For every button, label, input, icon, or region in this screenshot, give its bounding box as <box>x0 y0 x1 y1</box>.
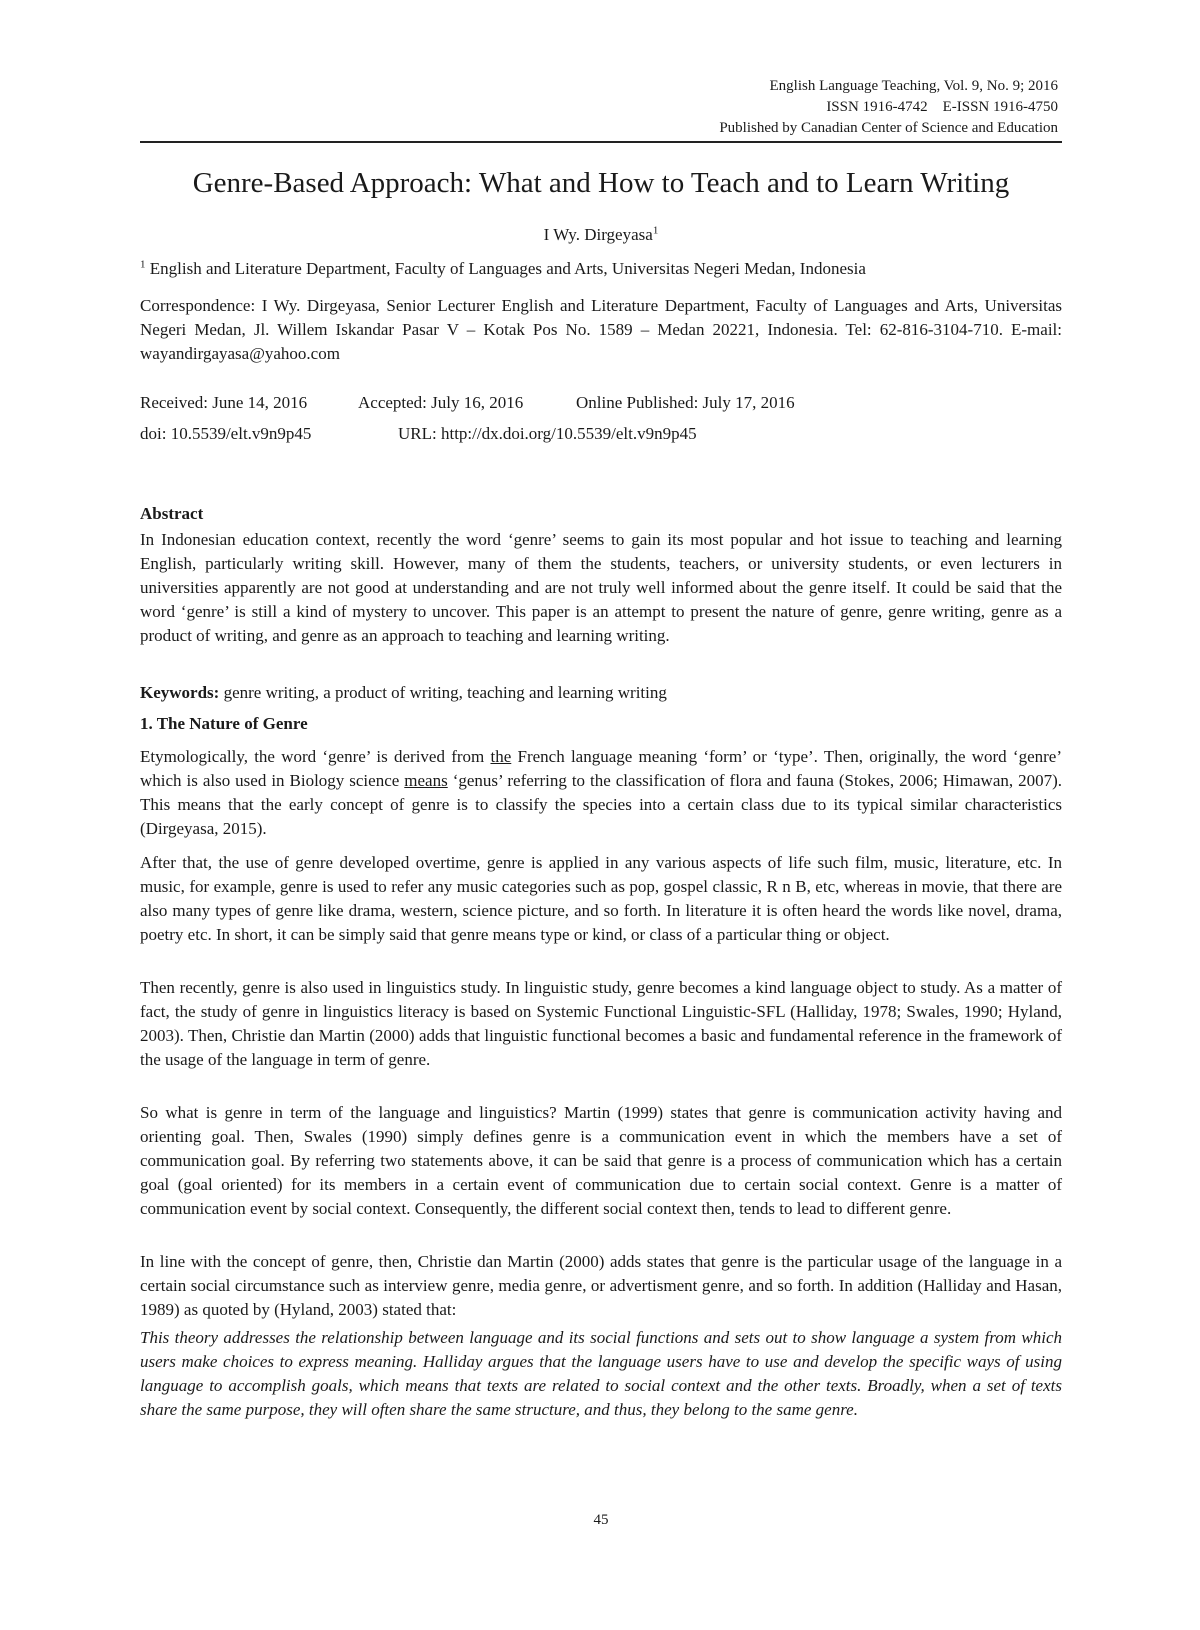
paragraph-5: In line with the concept of genre, then, Christie dan Martin (2000) adds states that genre is the particular usage of the language in a certain social circumstance such as interview genre, media genre, or advertisment genre, and so forth. In addition (Halliday and Hasan, 1989) as quoted by (Hyland, 2003) stated that: <box>140 1252 1062 1319</box>
header-rule <box>140 141 1062 143</box>
paragraph-2: After that, the use of genre developed overtime, genre is applied in any various aspects of life such film, music, literature, etc. In music, for example, genre is used to refer any music categories such as pop, gospel classic, R n B, etc, whereas in movie, that there are also many types of genre like drama, western, science picture, and so forth. In literature it is often heard the words like novel, drama, poetry etc. In short, it can be simply said that genre means type or kind, or class of a particular thing or object. <box>140 853 1062 944</box>
block-quote: This theory addresses the relationship between language and its social functions and sets out to show language a system from which users make choices to express meaning. Halliday argues that the language users have to use and develop the specific ways of using language to accomplish goals, which means that texts are related to social context and the other texts. Broadly, when a set of texts share the same purpose, they will often share the same structure, and thus, they belong to the same genre. <box>140 1328 1062 1419</box>
keywords <box>140 681 1062 705</box>
url: URL: http://dx.doi.org/10.5539/elt.v9n9p45 <box>398 424 697 443</box>
journal-header <box>358 76 1058 139</box>
journal-issn: ISSN 1916-4742 E-ISSN 1916-4750 <box>826 99 1058 115</box>
affiliation-text: English and Literature Department, Faculty of Languages and Arts, Universitas Negeri Medan, Indonesia <box>149 259 866 278</box>
accepted-date: Accepted: July 16, 2016 <box>358 393 524 412</box>
correspondence: Correspondence: I Wy. Dirgeyasa, Senior Lecturer English and Literature Department, Faculty of Languages and Arts, Universitas Negeri Medan, Jl. Willem Iskandar Pasar V – Kotak Pos No. 1589 – Medan 20221, Indonesia. Tel: 62-816-3104-710. E-mail: wayandirgayasa@yahoo.com <box>140 296 1062 363</box>
paragraph-1-part-c: ‘genus’ referring to the classification of flora and fauna (Stokes, 2006; Himawan, 2007). This means that the early concept of genre is to classify the species into a certain class due to its typical similar characteristics (Dirgeyasa, 2015). <box>140 771 1062 838</box>
paragraph-1-underline-2: means <box>404 771 448 790</box>
paragraph-3: Then recently, genre is also used in linguistics study. In linguistic study, genre becomes a kind language object to study. As a matter of fact, the study of genre in linguistics literacy is based on Systemic Functional Linguistic-SFL (Halliday, 1978; Swales, 1990; Hyland, 2003). Then, Christie dan Martin (2000) adds that linguistic functional becomes a basic and fundamental reference in the framework of the usage of the language in term of genre. <box>140 978 1062 1069</box>
author-name: I Wy. Dirgeyasa <box>543 225 653 244</box>
paragraph-1-part-b: French language meaning ‘form’ or ‘type’. Then, originally, the word ‘genre’ which is also used in Biology science <box>140 747 1062 790</box>
affiliation-mark: 1 <box>140 258 146 271</box>
section-heading: 1. The Nature of Genre <box>140 714 308 733</box>
abstract-heading: Abstract <box>140 504 204 523</box>
page-number: 45 <box>593 1512 609 1528</box>
author-affiliation-mark: 1 <box>652 224 659 237</box>
keywords-text: genre writing, a product of writing, teaching and learning writing <box>219 683 667 702</box>
author-line <box>140 224 1062 246</box>
paragraph-1 <box>140 745 1062 841</box>
journal-publisher: Published by Canadian Center of Science and Education <box>719 120 1058 136</box>
published-date: Online Published: July 17, 2016 <box>576 393 795 412</box>
paragraph-1-underline-1: the <box>490 747 512 766</box>
abstract-text: In Indonesian education context, recently the word ‘genre’ seems to gain its most popular and hot issue to teaching and learning English, particularly writing skill. However, many of them the students, teachers, or university students, or even lecturers in universities apparently are not good at understanding and are not truly well informed about the genre itself. It could be said that the word ‘genre’ is still a kind of mystery to uncover. This paper is an attempt to present the nature of genre, genre writing, genre as a product of writing, and genre as an approach to teaching and learning writing. <box>140 530 1062 645</box>
paragraph-1-part-a: Etymologically, the word ‘genre’ is derived from <box>140 747 491 766</box>
keywords-label: Keywords: <box>140 683 220 702</box>
doi: doi: 10.5539/elt.v9n9p45 <box>140 424 312 443</box>
paragraph-4: So what is genre in term of the language and linguistics? Martin (1999) states that genre is communication activity having and orienting goal. Then, Swales (1990) simply defines genre is a communication event in which the members have a set of communication goal. By referring two statements above, it can be said that genre is a process of communication which has a certain goal (goal oriented) for its members in a certain event of communication due to certain social context. Genre is a matter of communication event by social context. Consequently, the different social context then, tends to lead to different genre. <box>140 1103 1062 1218</box>
journal-citation: English Language Teaching, Vol. 9, No. 9; 2016 <box>769 78 1058 94</box>
received-date: Received: June 14, 2016 <box>140 393 308 412</box>
paper-title: Genre-Based Approach: What and How to Teach and to Learn Writing <box>192 167 1010 199</box>
affiliation <box>140 258 1062 280</box>
